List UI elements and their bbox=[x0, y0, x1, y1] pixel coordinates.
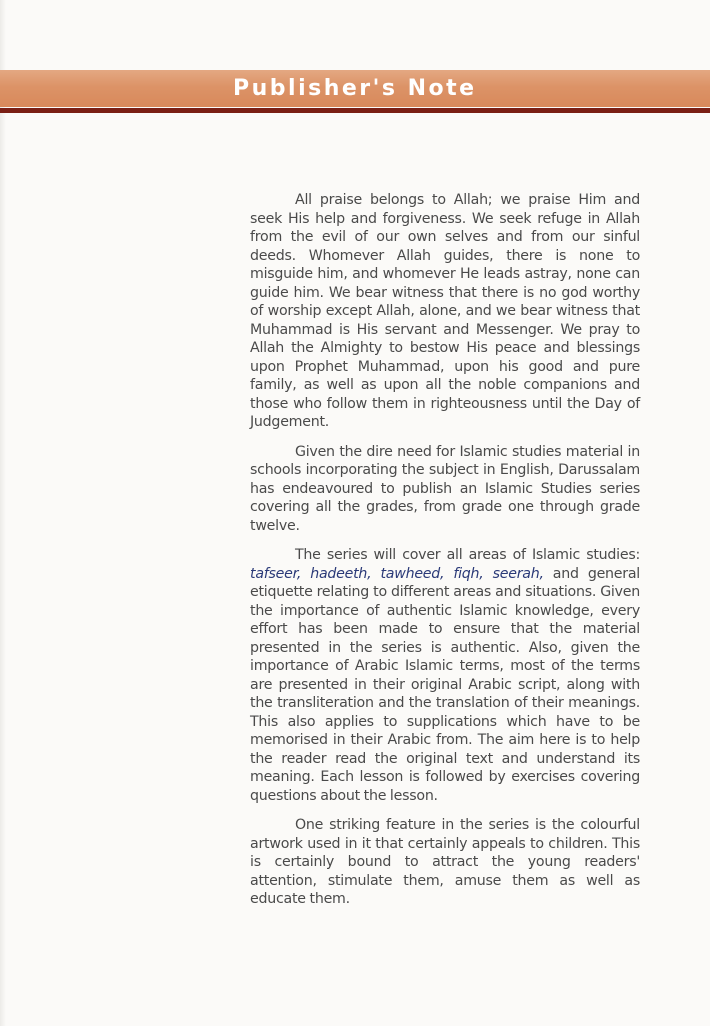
header-band bbox=[0, 70, 710, 107]
header-rule bbox=[0, 108, 710, 113]
paragraph-artwork-feature: One striking feature in the series is the colourful artwork used in it that certainly appeals to children. This is certainly bound to attract the young readers' attention, stimulate them, amuse them as well as educate them. bbox=[250, 817, 640, 907]
paragraph-series-coverage bbox=[250, 546, 640, 805]
paragraph-opening-praise: All praise belongs to Allah; we praise Him and seek His help and forgiveness. We seek refuge in Allah from the evil of our own selves and from our sinful deeds. Whomever Allah guides, there is none to misguide him, and whomever He leads astray, none can guide him. We bear witness that there is no god worthy of worship except Allah, alone, and we bear witness that Muhammad is His servant and Messenger. We pray to Allah the Almighty to bestow His peace and blessings upon Prophet Muhammad, upon his good and pure family, as well as upon all the noble companions and those who follow them in righteousness until the Day of Judgement. bbox=[250, 192, 640, 430]
paragraph-lead-text: The series will cover all areas of Islamic studies: bbox=[295, 547, 640, 563]
page-title: Publisher's Note bbox=[233, 76, 477, 101]
page-edge-shadow bbox=[0, 0, 6, 1026]
body-text bbox=[250, 191, 640, 920]
paragraph-rest-text: and general etiquette relating to different areas and situations. Given the importance of authentic Islamic knowledge, every effort has been made to ensure that the material presented in the series is authentic. Also, given the importance of Arabic Islamic terms, most of the terms are presented in their original Arabic script, along with the transliteration and the translation of their meanings. This also applies to supplications which have to be memorised in their Arabic from. The aim here is to help the reader read the original text and understand its meaning. Each lesson is followed by exercises covering questions about the lesson. bbox=[250, 565, 640, 804]
islamic-terms-list: tafseer, hadeeth, tawheed, fiqh, seerah, bbox=[250, 565, 544, 582]
paragraph-series-purpose: Given the dire need for Islamic studies material in schools incorporating the subject in English, Darussalam has endeavoured to publish an Islamic Studies series covering all the grades, from grade one through grade twelve. bbox=[250, 443, 640, 534]
